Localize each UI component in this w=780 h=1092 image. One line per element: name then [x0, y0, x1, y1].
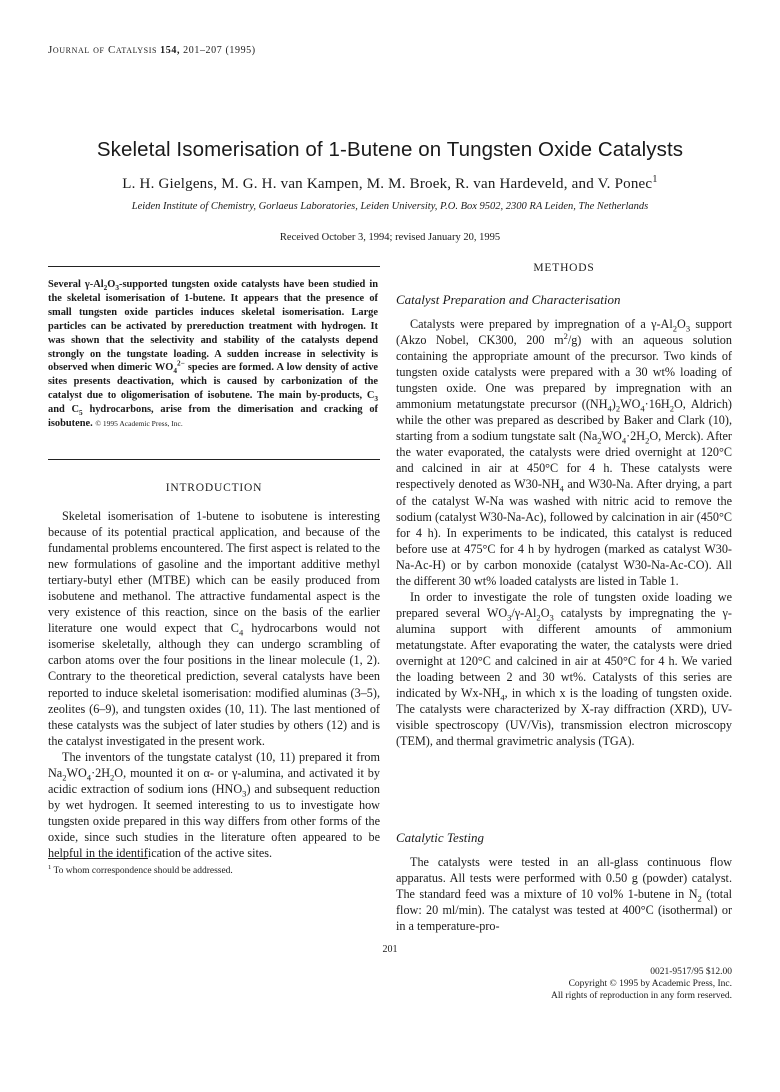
- abstract-top-rule: [48, 266, 380, 267]
- abstract-bottom-rule: [48, 459, 380, 460]
- introduction-body: [48, 508, 380, 861]
- footnote-rule: [48, 858, 148, 859]
- journal-volume: 154,: [160, 45, 181, 56]
- intro-paragraph-2: The inventors of the tungstate catalyst (10, 11) prepared it from $Na_2WO_4\cdot 2H_2O$, mounted it on α- or γ-alumina, and activated it by acidic extraction of sodium ions $(HNO_3)$ and subsequent reduction by wet hydrogen. It seemed interesting to us to investigate how tungsten oxide prepared in this way differs from other forms of the oxide, since such studies in the literature often appeared to be helpful in the identification of the active sites.: [48, 749, 380, 860]
- received-dates: Received October 3, 1994; revised January 20, 1995: [279, 232, 501, 243]
- methods-heading: METHODS: [533, 262, 595, 274]
- methods-paragraph-2: In order to investigate the role of tungsten oxide loading we prepared several $WO_3/\gamma-Al_2O_3$ catalysts by impregnating the γ-alumina support with different amounts of ammonium metatungstate. After evaporating the water, the catalysts were dried overnight at 120°C and calcined in air at 450°C for 4 h. We varied the loading between 2 and 30 wt%. Catalysts of this series are indicated by $Wx-NH_4$, in which x is the loading of tungsten oxide. The catalysts were characterized by X-ray diffraction (XRD), UV-visible spectroscopy (UV/Vis), transmission electron microscopy (TEM), and thermal gravimetric analysis (TGA).: [396, 589, 732, 749]
- abstract-text: Several: [48, 279, 85, 290]
- copyright-block: [551, 966, 732, 1002]
- journal-pages: 201–207 (1995): [183, 45, 256, 56]
- authors: [0, 176, 780, 193]
- introduction-heading: INTRODUCTION: [165, 482, 263, 494]
- methods-body: [396, 316, 732, 749]
- paper-title: Skeletal Isomerisation of 1-Butene on Tungsten Oxide Catalysts: [96, 138, 684, 161]
- abstract-copyright: © 1995 Academic Press, Inc.: [95, 419, 183, 429]
- abstract: Several $\gamma-Al_2O_3$-supported tungsten oxide catalysts have been studied in the skeletal isomerisation of 1-butene. It appears that the presence of small tungsten oxide particles induces skeletal isomerisation. Large particles can be activated by prereduction treatment with hydrogen. It was shown that the selectivity and stability of the catalysts depend strongly on the tungstate loading. A sudden increase in selectivity is observed when dimeric $WO_4^{2-}$ species are formed. A low density of active sites presents deactivation, which is caused by carbonization of the catalyst due to oligomerisation of isobutene. The main by-products, $C_3$ and $C_5$ hydrocarbons, arise from the dimerisation and cracking of isobutene. © 1995 Academic Press, Inc.: [48, 279, 379, 430]
- copyright-line: Copyright © 1995 by Academic Press, Inc.: [568, 979, 732, 989]
- issn-price: 0021-9517/95 $12.00: [650, 967, 732, 977]
- subsection-catalyst-preparation: Catalyst Preparation and Characterisation: [396, 292, 621, 307]
- abstract-text: hydrocarbons, arise from the dimerisation and cracking of isobutene.: [48, 404, 378, 430]
- intro-paragraph-1: Skeletal isomerisation of 1-butene to isobutene is interesting because of its potential practical application, and because of the fundamental problems encountered. The first aspect is related to the new formulations of gasoline and the important additive methyl tertiary-butyl ether (MTBE) which can be easily produced from isobutene and methanol. The attractive fundamental aspect is the very existence of this reaction, since on the basis of the earlier literature one would expect that $C_4$ hydrocarbons would not isomerise skeletally, although they can undergo scrambling of carbon atoms over the four positions in the linear molecule (1, 2). Contrary to the theoretical prediction, several catalysts have been reported to induce skeletal isomerisation: modified aluminas (3–5), zeolites (6–9), and tungsten oxides (10, 11). The last mentioned of these catalysts was the subject of later studies by others (12) and is the catalyst investigated in the present work.: [48, 509, 380, 748]
- abstract-text: -supported tungsten oxide catalysts have been studied in the skeletal isomerisation of 1-butene. It appears that the presence of small tungsten oxide particles induces skeletal isomerisation. Large particles can be activated by prereduction treatment with hydrogen. It was shown that the selectivity and stability of the catalysts depend strongly on the tungstate loading. A sudden increase in selectivity is observed when dimeric: [48, 279, 378, 374]
- abstract-text: and C: [48, 404, 80, 416]
- footnote: $^1$ To whom correspondence should be addressed.: [48, 863, 233, 876]
- author-footnote-mark: 1: [652, 174, 658, 185]
- journal-header: [48, 44, 256, 56]
- catalytic-testing-body: [396, 854, 732, 934]
- abstract-text: species are formed. A low density of active sites presents deactivation, which is caused by carbonization of the catalyst due to oligomerisation of isobutene. The main by-products, C: [48, 362, 379, 402]
- journal-name: Journal of Catalysis: [48, 44, 158, 56]
- rights-line: All rights of reproduction in any form reserved.: [551, 991, 732, 1001]
- testing-paragraph-1: The catalysts were tested in an all-glass continuous flow apparatus. All tests were performed with 0.50 g (powder) catalyst. The standard feed was a mixture of 10 vol% 1-butene in $N_2$ (total flow: 20 ml/min). The catalyst was tested at 400°C (isothermal) or in a temperature-pro-: [396, 855, 732, 934]
- affiliation: Leiden Institute of Chemistry, Gorlaeus Laboratories, Leiden University, P.O. Box 9502, 2300 RA Leiden, The Netherlands: [131, 201, 649, 212]
- page-number: 201: [382, 944, 398, 955]
- methods-paragraph-1: Catalysts were prepared by impregnation of a $\gamma-Al_2O_3$ support (Akzo Nobel, CK300, 200 $m^2/g$) with an aqueous solution containing the appropriate amount of the precursor. Two kinds of tungsten oxide catalysts were prepared with a 30 wt% loading of tungsten oxide. One was prepared by impregnation with an ammonium metatungstate precursor ($(NH_4)_2WO_4\cdot 16H_2O$, Aldrich) while the other was prepared as described by Baker and Clark (10), starting from a sodium tungstate salt ($Na_2WO_4\cdot 2H_2O$, Merck). After the water evaporated, the catalysts were dried overnight at 120°C and calcined in air at 450°C for 4 h. These catalysts were respectively denoted as $W30-NH_4$ and W30-Na. After drying, a part of the catalyst W-Na was washed with nitric acid to remove the sodium (catalyst W30-Na-Ac), followed by calcination in air (450°C for 4 h). In experiments to be indicated, this catalyst is reduced before use at 475°C for 4 h by hydrogen (marked as catalyst W30-Na-Ac-H) or by carbon monoxide (catalyst W30-Na-Ac-CO). All the different 30 wt% loaded catalysts are listed in Table 1.: [396, 317, 732, 588]
- subsection-catalytic-testing: Catalytic Testing: [396, 830, 484, 845]
- author-list: L. H. Gielgens, M. G. H. van Kampen, M. M. Broek, R. van Hardeveld, and V. Ponec: [122, 176, 653, 192]
